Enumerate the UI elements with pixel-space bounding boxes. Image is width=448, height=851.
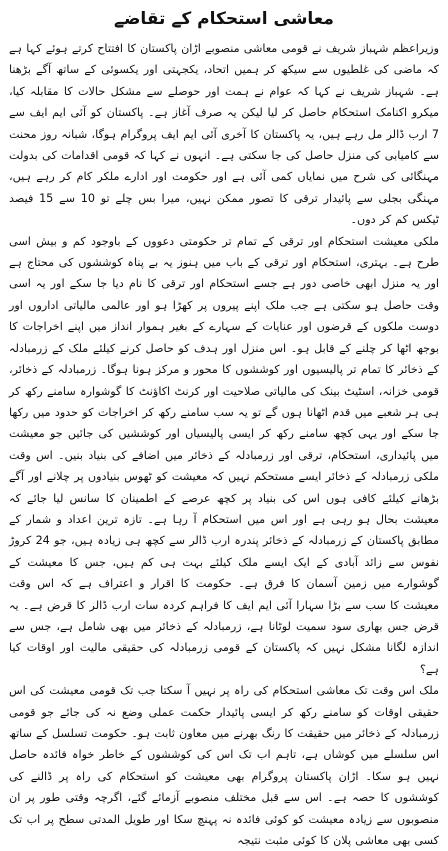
article-paragraph: وزیراعظم شہباز شریف نے قومی معاشی منصوبے اڑان پاکستان کا افتتاح کرتے ہوئے کہا ہے کہ ماضی کی غلطیوں سے سیکھ کر ہمیں اتحاد، یکجہتی اور یکسوئی کے ساتھ آگے بڑھنا ہے۔ شہباز شریف نے کہا کہ عوام نے ہمت اور حوصلے سے مشکل حالات کا مقابلہ کیا، میکرو اکنامک استحکام حاصل کر لیا لیکن یہ صرف آغاز ہے۔ پاکستان کو آئی ایم ایف سے 7 ارب ڈالر مل رہے ہیں، یہ پاکستان کا آخری آئی ایم ایف پروگرام ہوگا، شبانہ روز محنت سے کامیابی کی منزل حاصل کی جا سکتی ہے۔ انہوں نے کہا کہ قومی اقدامات کی بدولت مہنگائی کی شرح میں نمایاں کمی آئی ہے اور حکومت اور ادارے ملکر کام کر رہے ہیں، مہنگی بجلی سے پائیدار ترقی کا تصور ممکن نہیں، میرا بس چلے تو 10 سے 15 فیصد ٹیکس کم کر دوں۔ (9, 42, 439, 227)
article-body (9, 38, 439, 851)
article-paragraph: ملکی معیشت استحکام اور ترقی کے تمام تر حکومتی دعووں کے باوجود کم و بیش اسی طرح ہے۔ بہتری، استحکام اور ترقی کے باب میں ہنوز یہ بے پناہ کوششوں کی محتاج ہے اور یہ منزل ابھی خاصی دور ہے جسے استحکام اور ترقی کا نام دیا جا سکے اور یہ اسی وقت حاصل ہو سکتی ہے جب ملک اپنے پیروں پر کھڑا ہو اور عالمی مالیاتی اداروں اور دوست ملکوں کے قرضوں اور عنایات کے سہارے کے بغیر ہموار انداز میں اپنے اخراجات کا بوجھ اٹھا کر چلنے کے قابل ہو۔ اس منزل اور ہدف کو حاصل کرنے کیلئے ملک کے زرمبادلہ کے ذخائر کا تمام تر پالیسیوں اور کوششوں کا محور و مرکز ہونا ہوگا۔ زرمبادلہ کے ذخائر، قومی خزانہ، اسٹیٹ بینک کی مالیاتی صلاحیت اور کرنٹ اکاؤنٹ کا گوشوارہ سامنے رکھ کر ہی ہر شعبے میں قدم اٹھانا ہوں گے تو یہ سب سامنے رکھ کر اخراجات کو حدود میں رکھا جا سکے اور یہی کچھ سامنے رکھ کر ایسی پالیسیاں اور کوششیں کی جائیں جو معیشت میں پائیداری، استحکام، ترقی اور زرمبادلہ کے ذخائر میں اضافے کی بنیاد بنیں۔ اس وقت ملکی زرمبادلہ کے ذخائر ایسے مستحکم نہیں کہ معیشت کو ٹھوس بنیادوں پر چلانے اور آگے بڑھانے کیلئے کافی ہوں اس کی بنیاد پر کچھ عرصے کے اطمینان کا سانس لیا جائے کہ معیشت بحال ہو رہی ہے اور اس میں استحکام آ رہا ہے۔ تازہ ترین اعداد و شمار کے مطابق پاکستان کے زرمبادلہ کے ذخائر پندرہ ارب ڈالر سے کچھ ہی زیادہ ہیں، جو 24 کروڑ نفوس سے زائد آبادی کے ایک ایسے ملک کیلئے بہت ہی کم ہیں، جس کا معیشت کے گوشوارے میں زمین آسمان کا فرق ہے۔ حکومت کا اقرار و اعتراف ہے کہ اس وقت معیشت کا سب سے بڑا سہارا آئی ایم ایف کا فراہم کردہ سات ارب ڈالر کا قرض ہے۔ یہ قرض جس بھاری سود سمیت لوٹانا ہے، زرمبادلہ کے ذخائر میں بھی شامل ہے، جس سے اندازہ لگانا مشکل نہیں کہ پاکستان کے قومی زرمبادلہ کی حقیقی مالیت اور اوقات کیا ہے؟ (9, 234, 439, 676)
article-paragraph: ملک اس وقت تک معاشی استحکام کی راہ پر نہیں آ سکتا جب تک قومی معیشت کی اس حقیقی اوقات کو سامنے رکھ کر ایسی پائیدار حکمت عملی وضع نہ کی جائے جو قومی زرمبادلہ کے ذخائر میں حقیقت کا رنگ بھرنے میں معاون ثابت ہو۔ حکومت تسلسل کے ساتھ اس سلسلے میں کوشاں ہے، تاہم اب تک اس کی کوششوں کے خاطر خواہ فائدہ حاصل نہیں ہو سکا۔ اڑان پاکستان پروگرام بھی معیشت کو استحکام کی راہ پر ڈالنے کی کوششوں کا حصہ ہے۔ اس سے قبل مختلف منصوبے آزمائے گئے، اگرچہ وقتی طور پر ان منصوبوں سے زیادہ معیشت کو کوئی فائدہ نہ پہنچ سکا اور طویل المدتی سطح پر اب تک کسی بھی معاشی پلان کا کوئی مثبت نتیجہ (9, 684, 439, 848)
article-title: معاشی استحکام کے تقاضے (114, 9, 334, 29)
